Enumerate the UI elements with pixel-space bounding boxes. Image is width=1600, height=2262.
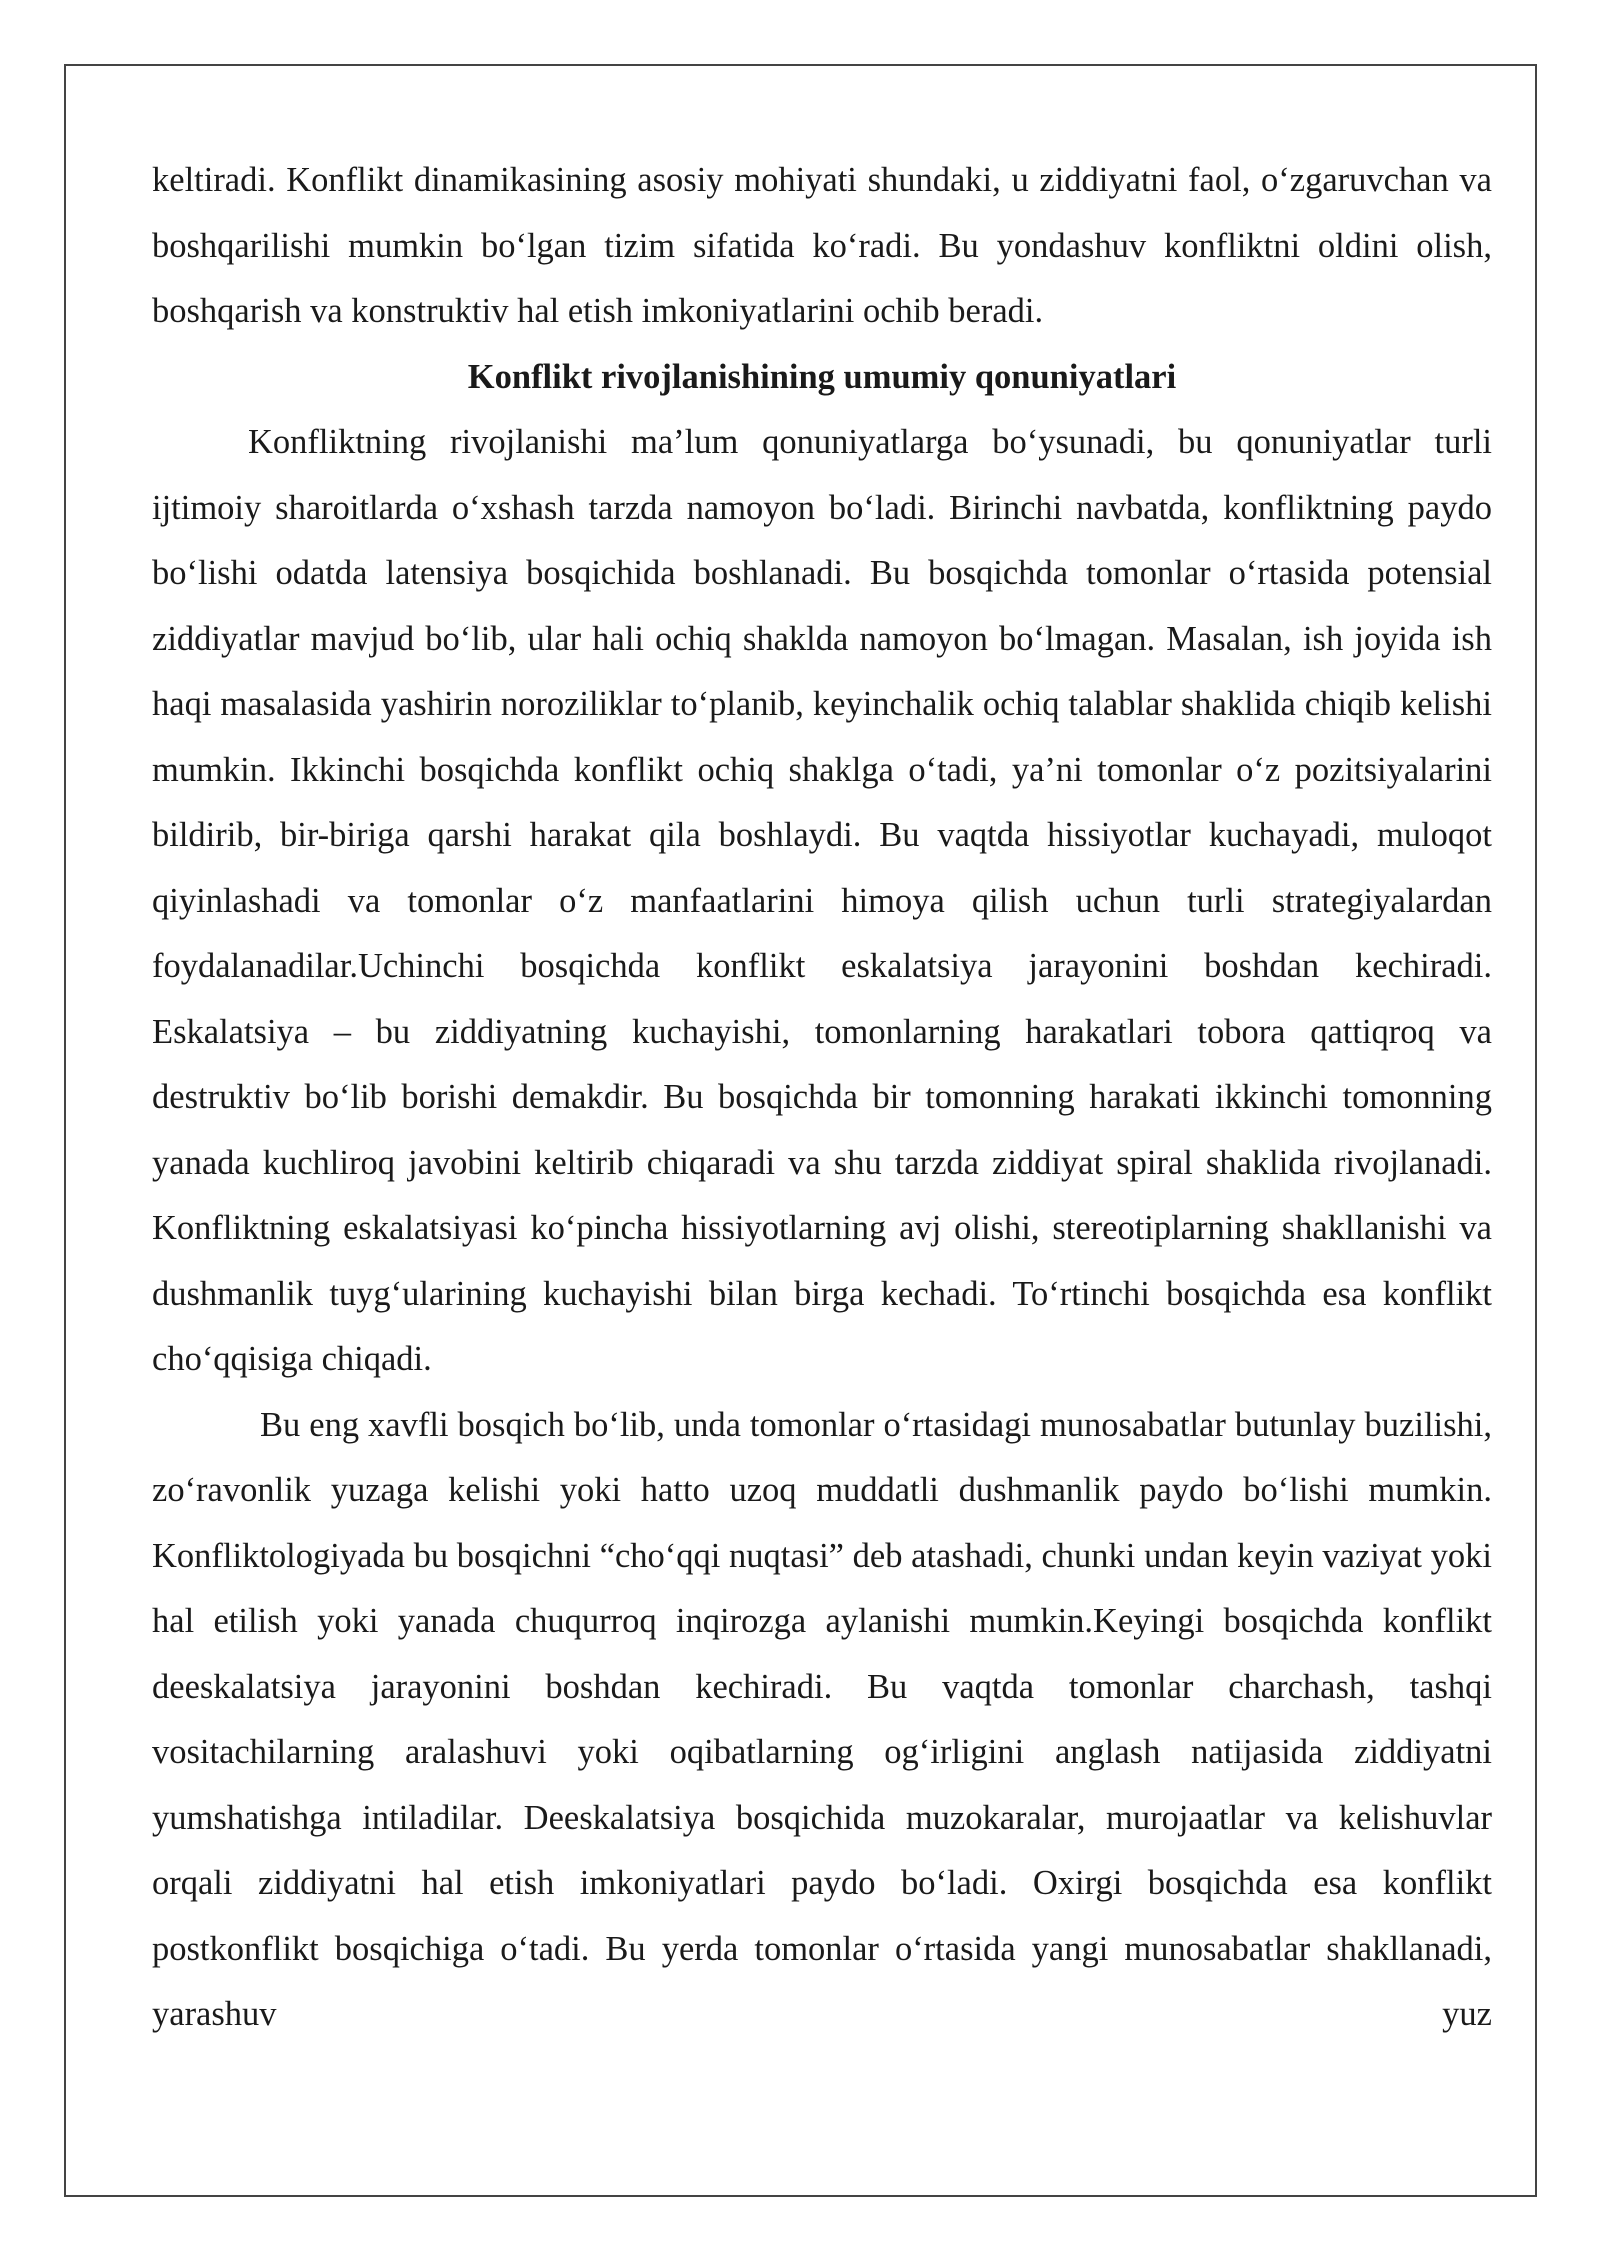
document-body xyxy=(152,148,1492,2048)
paragraph-intro: keltiradi. Konflikt dinamikasining asosiy mohiyati shundaki, u ziddiyatni faol, o‘zgaruvchan va boshqarilishi mumkin bo‘lgan tizim sifatida ko‘radi. Bu yondashuv konfliktni oldini olish, boshqarish va konstruktiv hal etish imkoniyatlarini ochib beradi. xyxy=(152,161,1492,330)
section-heading: Konflikt rivojlanishining umumiy qonuniyatlari xyxy=(467,357,1177,396)
paragraph-stages: Konfliktning rivojlanishi ma’lum qonuniyatlarga bo‘ysunadi, bu qonuniyatlar turli ijtimoiy sharoitlarda o‘xshash tarzda namoyon bo‘ladi. Birinchi navbatda, konfliktning paydo bo‘lishi odatda latensiya bosqichida boshlanadi. Bu bosqichda tomonlar o‘rtasida potensial ziddiyatlar mavjud bo‘lib, ular hali ochiq shaklda namoyon bo‘lmagan. Masalan, ish joyida ish haqi masalasida yashirin noroziliklar to‘planib, keyinchalik ochiq talablar shaklida chiqib kelishi mumkin. Ikkinchi bosqichda konflikt ochiq shaklga o‘tadi, ya’ni tomonlar o‘z pozitsiyalarini bildirib, bir-biriga qarshi harakat qila boshlaydi. Bu vaqtda hissiyotlar kuchayadi, muloqot qiyinlashadi va tomonlar o‘z manfaatlarini himoya qilish uchun turli strategiyalardan foydalanadilar.Uchinchi bosqichda konflikt eskalatsiya jarayonini boshdan kechiradi. Eskalatsiya – bu ziddiyatning kuchayishi, tomonlarning harakatlari tobora qattiqroq va destruktiv bo‘lib borishi demakdir. Bu bosqichda bir tomonning harakati ikkinchi tomonning yanada kuchliroq javobini keltirib chiqaradi va shu tarzda ziddiyat spiral shaklida rivojlanadi. Konfliktning eskalatsiyasi ko‘pincha hissiyotlarning avj olishi, stereotiplarning shakllanishi va dushmanlik tuyg‘ularining kuchayishi bilan birga kechadi. To‘rtinchi bosqichda esa konflikt cho‘qqisiga chiqadi. xyxy=(152,423,1492,1378)
paragraph-peak: Bu eng xavfli bosqich bo‘lib, unda tomonlar o‘rtasidagi munosabatlar butunlay buzilishi, zo‘ravonlik yuzaga kelishi yoki hatto uzoq muddatli dushmanlik paydo bo‘lishi mumkin. Konfliktologiyada bu bosqichni “cho‘qqi nuqtasi” deb atashadi, chunki undan keyin vaziyat yoki hal etilish yoki yanada chuqurroq inqirozga aylanishi mumkin.Keyingi bosqichda konflikt deeskalatsiya jarayonini boshdan kechiradi. Bu vaqtda tomonlar charchash, tashqi vositachilarning aralashuvi yoki oqibatlarning og‘irligini anglash natijasida ziddiyatni yumshatishga intiladilar. Deeskalatsiya bosqichida muzokaralar, murojaatlar va kelishuvlar orqali ziddiyatni hal etish imkoniyatlari paydo bo‘ladi. Oxirgi bosqichda esa konflikt postkonflikt bosqichiga o‘tadi. Bu yerda tomonlar o‘rtasida yangi munosabatlar shakllanadi, yarashuv yuz xyxy=(152,1405,1492,2033)
